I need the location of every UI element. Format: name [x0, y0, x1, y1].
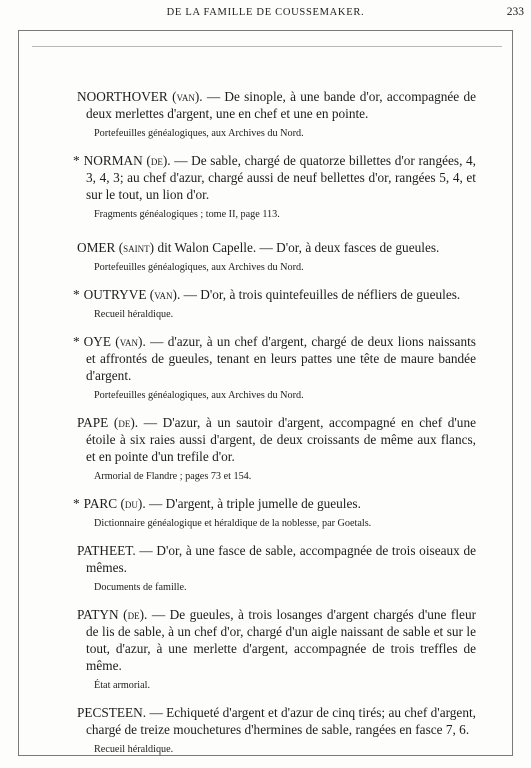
entry-name: OYE [83, 334, 111, 349]
entry-name: PECSTEEN. [77, 705, 147, 720]
entry-particle: (de). [113, 415, 139, 430]
entry-name: NORMAN [83, 153, 143, 168]
entry-source: Fragments généalogiques ; tome II, page 113. [94, 209, 280, 220]
entry-text: — D'argent, à triple jumelle de gueules. [149, 496, 361, 511]
entry [77, 88, 476, 140]
entry-text: — De sinople, à une bande d'or, accompagnée de deux merlettes d'argent, une en chef et une en pointe. [86, 89, 476, 121]
entry [73, 152, 477, 221]
entry-text: — Echiqueté d'argent et d'azur de cinq tirés; au chef d'argent, chargé de treize mouchetures d'hermines de sable, rangées en fasce 7, 6. [86, 705, 476, 737]
entry-name: NOORTHOVER [77, 89, 168, 104]
entry [77, 542, 476, 594]
entry-particle: (du). [120, 496, 146, 511]
entry-marker: * [73, 334, 80, 349]
entry [73, 286, 476, 321]
entry-name: PATYN [77, 607, 119, 622]
entry-particle: (van). [115, 334, 146, 349]
entry-name: OMER [77, 240, 116, 255]
entry-source: Portefeuilles généalogiques, aux Archives du Nord. [94, 262, 304, 273]
entry-source: Dictionnaire généalogique et héraldique de la noblesse, par Goetals. [94, 518, 372, 529]
running-header: DE LA FAMILLE DE COUSSEMAKER. [166, 7, 365, 18]
armorial-entries [73, 88, 477, 768]
entry-source: Recueil héraldique. [94, 309, 174, 320]
entry-name: PAPE [77, 415, 109, 430]
entry-text: — D'azur, à un sautoir d'argent, accompagné en chef d'une étoile à six raies aussi d'argent, de deux croissants de même aux flancs, et en pointe d'un trefile d'or. [86, 415, 476, 464]
entry-name: PATHEET. [77, 543, 136, 558]
entry-marker: * [73, 153, 80, 168]
header-rule [32, 46, 502, 47]
entry-marker: * [73, 287, 80, 302]
entry-source: Recueil héraldique. [94, 744, 174, 755]
entry [77, 239, 476, 274]
entry-particle: (de). [146, 153, 171, 168]
entry [73, 495, 476, 530]
entry [77, 414, 476, 483]
entry-name: OUTRYVE [83, 287, 147, 302]
entry-source: Portefeuilles généalogiques, aux Archives du Nord. [94, 390, 304, 401]
entry-particle: (saint) [118, 240, 155, 255]
entry-text: dit Walon Capelle. — D'or, à deux fasces de gueules. [157, 240, 440, 255]
entry-text: — D'or, à une fasce de sable, accompagnée de trois oiseaux de mêmes. [86, 543, 476, 575]
entry [77, 704, 476, 756]
entry-text: — D'or, à trois quintefeuilles de néfliers de gueules. [183, 287, 461, 302]
entry-source: Armorial de Flandre ; pages 73 et 154. [94, 471, 252, 482]
entry [73, 333, 476, 402]
entry-text: — De gueules, à trois losanges d'argent chargés d'une fleur de lis de sable, à un chef d'or, chargé d'un aigle naissant de sable et sur le tout, d'azur, à une merlette d'argent, accompagnée de trois treffles de même. [86, 607, 477, 673]
entry-marker: * [73, 496, 80, 511]
entry-particle: (van). [172, 89, 203, 104]
entry-text: — De sable, chargé de quatorze billettes d'or rangées, 4, 3, 4, 3; au chef d'azur, chargé aussi de neuf bellettes d'or, rangées 5, 4, et sur le tout, un lion d'or. [86, 153, 477, 202]
entry [77, 606, 477, 692]
entry-particle: (de). [123, 607, 148, 622]
page-number: 233 [506, 6, 524, 18]
entry-text: — d'azur, à un chef d'argent, chargé de deux lions naissants et affrontés de gueules, tenant en leurs pattes une tête de maure bandée d'argent. [86, 334, 476, 383]
entry-source: Portefeuilles généalogiques, aux Archives du Nord. [94, 128, 304, 139]
entry-source: Documents de famille. [94, 582, 187, 593]
entry-name: PARC [83, 496, 118, 511]
entry-particle: (van). [149, 287, 181, 302]
entry-source: État armorial. [94, 680, 151, 691]
